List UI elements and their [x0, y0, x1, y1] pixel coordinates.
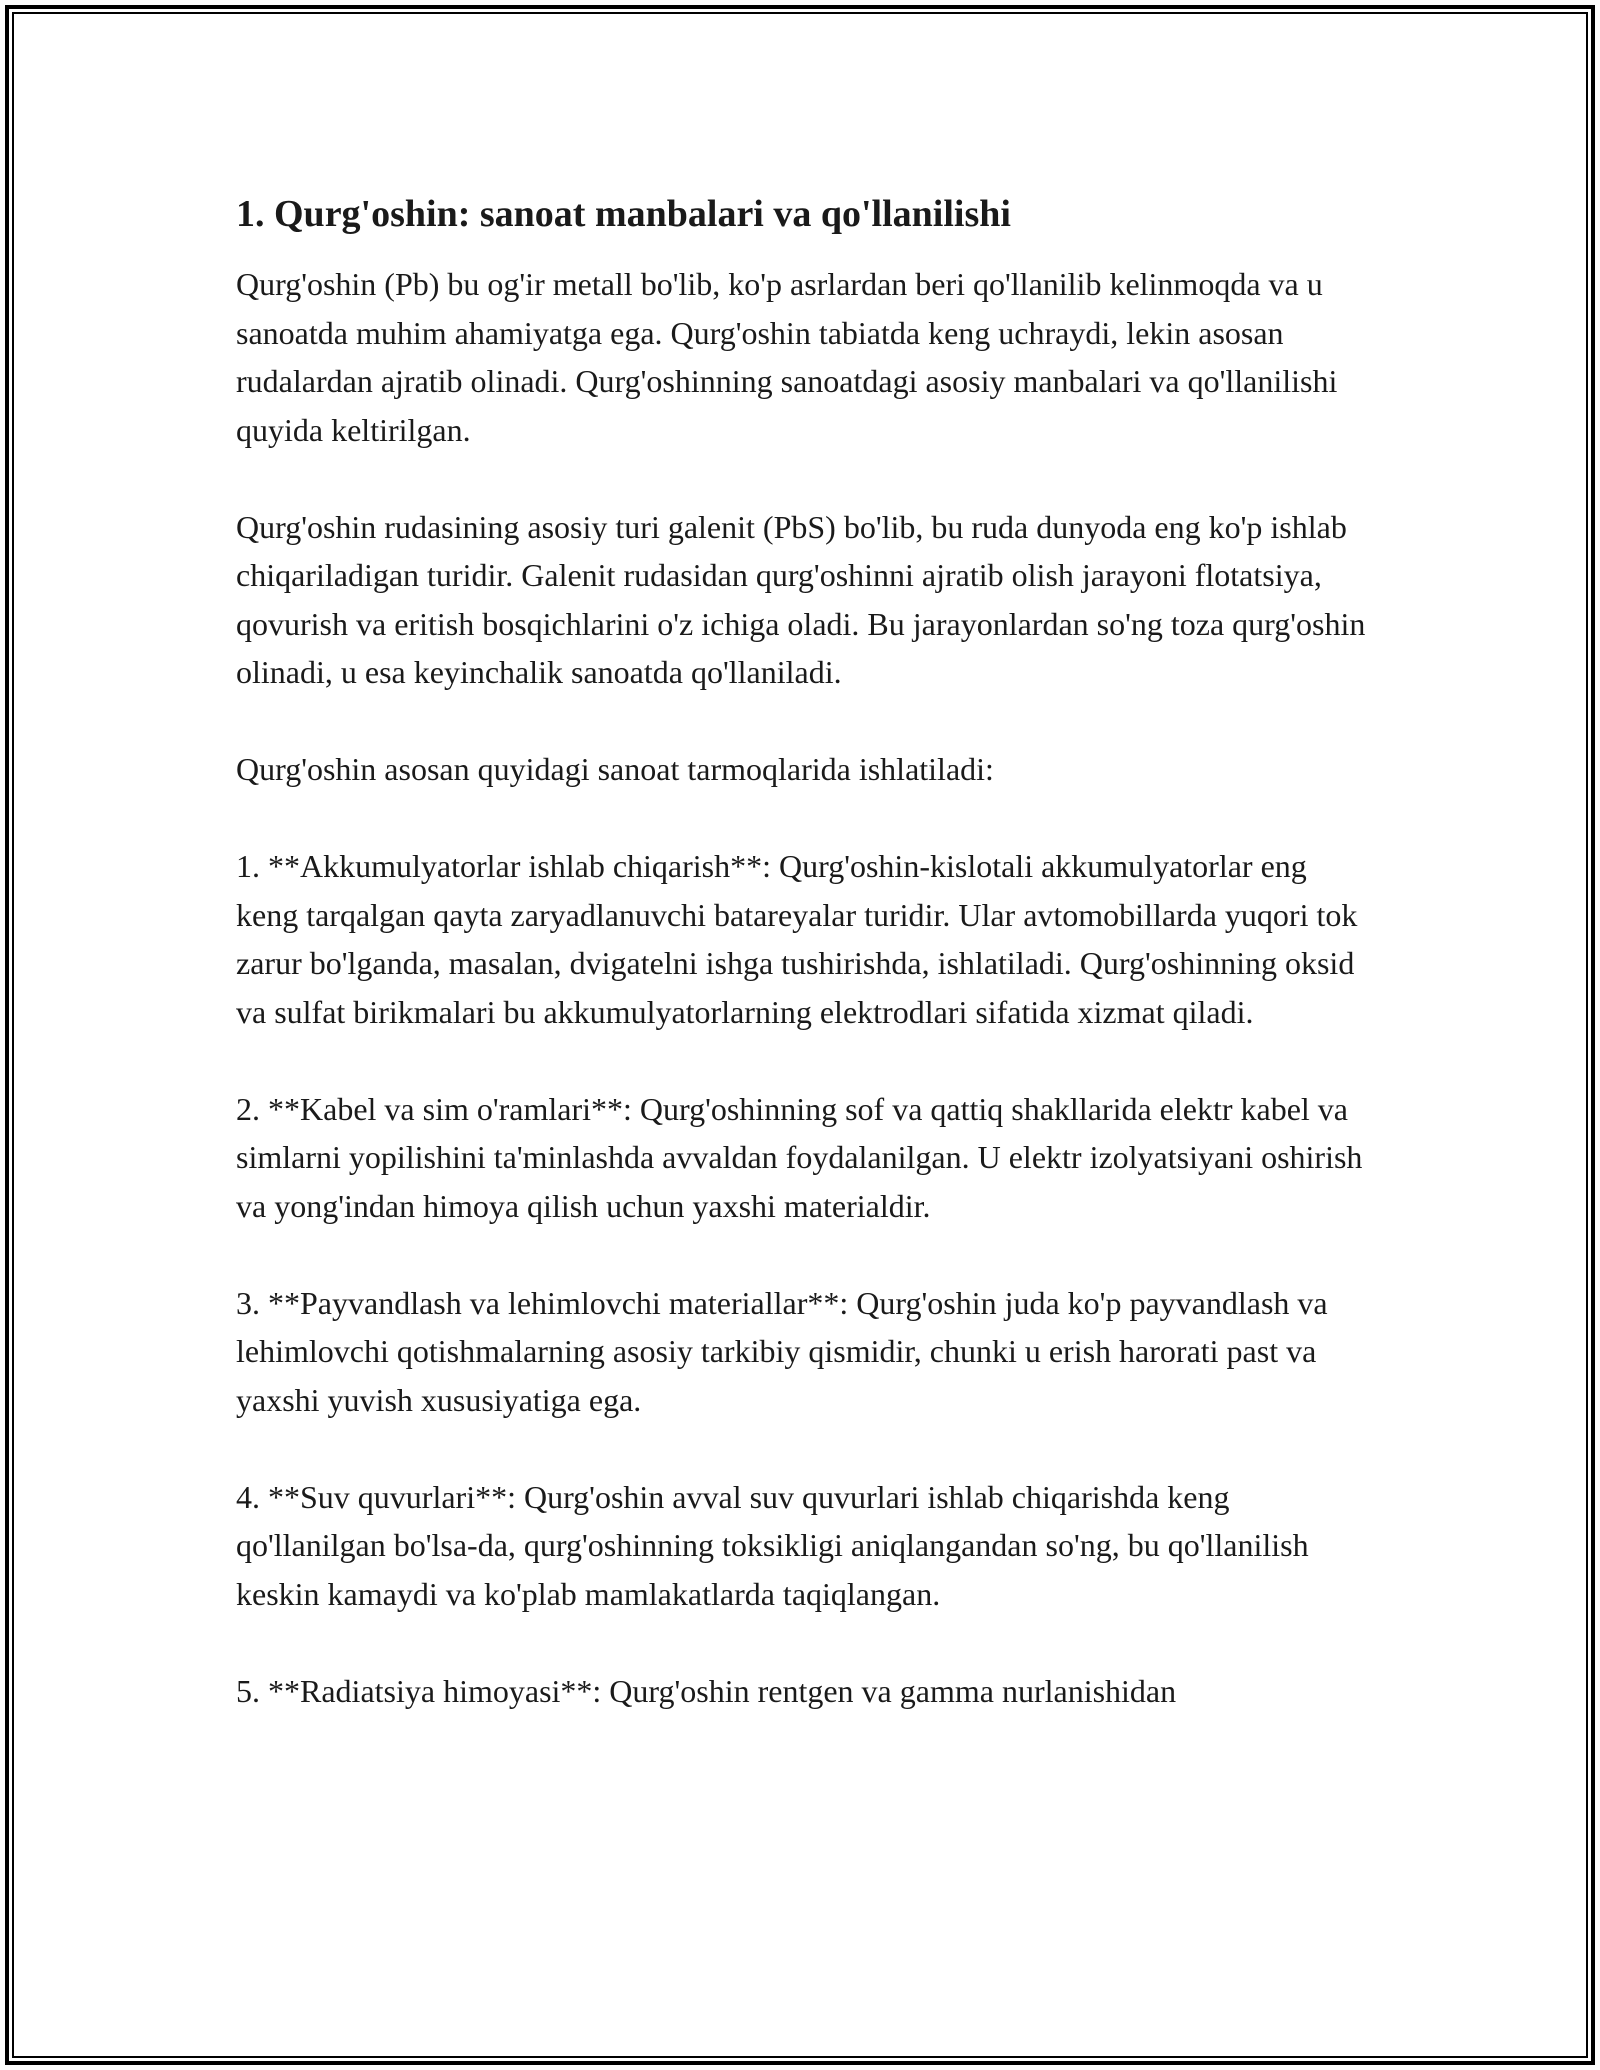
list-item-soldering: 3. **Payvandlash va lehimlovchi materiallar**: Qurg'oshin juda ko'p payvandlash va lehimlovchi qotishmalarning asosiy tarkibiy qismidir, chunki u erish harorati past va yaxshi yuvish xususiyatiga ega. — [236, 1284, 1328, 1418]
paragraph-uses-intro: Qurg'oshin asosan quyidagi sanoat tarmoqlarida ishlatiladi: — [236, 751, 994, 787]
document-body — [236, 188, 1376, 1764]
list-item-radiation: 5. **Radiatsiya himoyasi**: Qurg'oshin rentgen va gamma nurlanishidan — [236, 1672, 1177, 1709]
list-item-water-pipes: 4. **Suv quvurlari**: Qurg'oshin avval suv quvurlari ishlab chiqarishda keng qo'llanilgan bo'lsa-da, qurg'oshinning toksikligi aniqlangandan so'ng, bu qo'llanilish keskin kamaydi va ko'plab mamlakatlarda taqiqlangan. — [236, 1478, 1309, 1612]
list-item-batteries: 1. **Akkumulyatorlar ishlab chiqarish**: Qurg'oshin-kislotali akkumulyatorlar eng keng tarqalgan qayta zaryadlanuvchi batareyalar turidir. Ular avtomobillarda yuqori tok zarur bo'lganda, masalan, dvigatelni ishga tushirishda, ishlatiladi. Qurg'oshinning oksid va sulfat birikmalari bu akkumulyatorlarning elektrodlari sifatida xizmat qiladi. — [236, 848, 1358, 1030]
list-item-cables: 2. **Kabel va sim o'ramlari**: Qurg'oshinning sof va qattiq shakllarida elektr kabel va simlarni yopilishini ta'minlashda avvaldan foydalanilgan. U elektr izolyatsiyani oshirish va yong'indan himoya qilish uchun yaxshi materialdir. — [236, 1090, 1363, 1224]
paragraph-galena: Qurg'oshin rudasining asosiy turi galenit (PbS) bo'lib, bu ruda dunyoda eng ko'p ishlab chiqariladigan turidir. Galenit rudasidan qurg'oshinni ajratib olish jarayoni flotatsiya, qovurish va eritish bosqichlarini o'z ichiga oladi. Bu jarayonlardan so'ng toza qurg'oshin olinadi, u esa keyinchalik sanoatda qo'llaniladi. — [236, 508, 1366, 690]
paragraph-intro: Qurg'oshin (Pb) bu og'ir metall bo'lib, ko'p asrlardan beri qo'llanilib kelinmoqda va u sanoatda muhim ahamiyatga ega. Qurg'oshin tabiatda keng uchraydi, lekin asosan rudalardan ajratib olinadi. Qurg'oshinning sanoatdagi asosiy manbalari va qo'llanilishi quyida keltirilgan. — [236, 266, 1338, 448]
document-title: 1. Qurg'oshin: sanoat manbalari va qo'llanilishi — [236, 193, 1011, 235]
